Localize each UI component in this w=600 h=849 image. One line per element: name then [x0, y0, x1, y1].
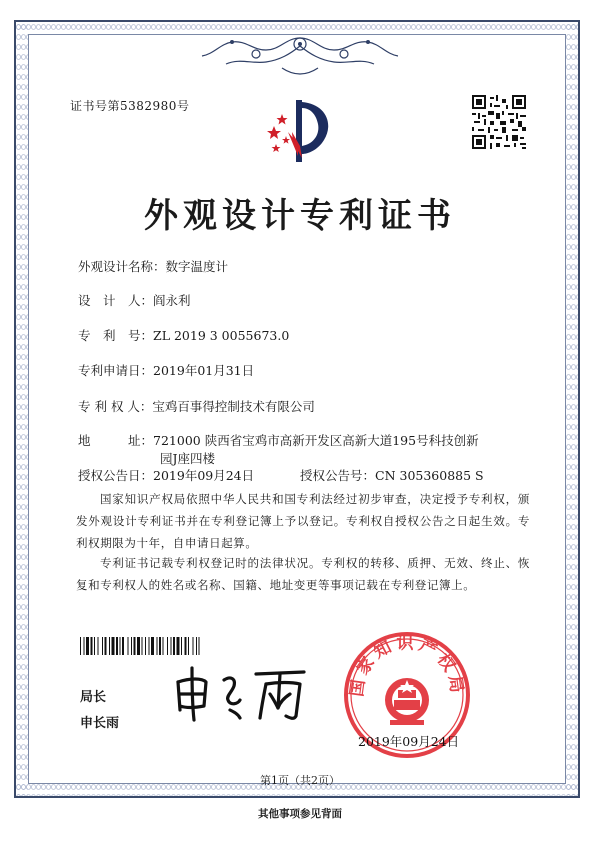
- grant-date-value: 2019年09月24日: [153, 468, 255, 483]
- design-name-label: 外观设计名称：: [78, 259, 166, 274]
- director-title: 局长: [80, 690, 107, 705]
- patentee-row: [78, 398, 315, 416]
- back-notice: 其他事项参见背面: [258, 808, 342, 820]
- address-line1: 721000 陕西省宝鸡市高新开发区高新大道195号科技创新: [153, 433, 479, 448]
- filing-date-row: [78, 362, 254, 380]
- page-number: 第1页（共2页）: [260, 774, 340, 787]
- design-name-value: 数字温度计: [165, 259, 229, 274]
- address-label: 地 址：: [78, 433, 154, 448]
- patent-no-row: [78, 327, 289, 345]
- filing-date-label: 专利申请日：: [78, 363, 154, 378]
- patentee-label: 专 利 权 人：: [78, 399, 153, 414]
- designer-label: 设 计 人：: [78, 293, 154, 308]
- patent-no-value: ZL 2019 3 0055673.0: [153, 328, 290, 343]
- grant-date-row: [78, 467, 254, 485]
- legal-status-paragraph: 专利证书记载专利权登记时的法律状况。专利权的转移、质押、无效、终止、恢复和专利权人的姓名或名称、国籍、地址变更等事项记载在专利登记簿上。: [76, 556, 530, 592]
- patent-no-label: 专 利 号：: [78, 328, 154, 343]
- grant-no-row: [300, 467, 484, 485]
- seal-date: 2019年09月24日: [358, 734, 460, 749]
- grant-no-label: 授权公告号：: [300, 468, 376, 483]
- top-ornament-icon: [196, 32, 404, 84]
- certificate-number: 证书号第5382980号: [70, 99, 190, 113]
- address-line2: 园J座四楼: [160, 451, 216, 466]
- handwritten-signature-icon: [170, 660, 310, 724]
- patentee-value: 宝鸡百事得控制技术有限公司: [152, 399, 315, 414]
- qr-code-icon: [472, 95, 526, 149]
- director-name: 申长雨: [80, 716, 120, 731]
- address-row-2: [160, 450, 215, 468]
- cnipa-logo-icon: [262, 96, 336, 166]
- designer-row: [78, 292, 191, 310]
- grant-statement-paragraph: 国家知识产权局依照中华人民共和国专利法经过初步审查，决定授予专利权，颁发外观设计专利证书并在专利登记簿上予以登记。专利权自授权公告之日起生效。专利权期限为十年，自申请日起算。: [76, 492, 530, 550]
- page-title: 外观设计专利证书: [144, 196, 456, 236]
- grant-date-label: 授权公告日：: [78, 468, 154, 483]
- seal-text: 国家知识产权局: [347, 633, 467, 698]
- designer-value: 阎永利: [153, 293, 191, 308]
- design-name-row: [78, 258, 228, 276]
- grant-no-value: CN 305360885 S: [375, 468, 484, 483]
- filing-date-value: 2019年01月31日: [153, 363, 255, 378]
- barcode-icon: [80, 637, 290, 655]
- address-row: [78, 432, 479, 450]
